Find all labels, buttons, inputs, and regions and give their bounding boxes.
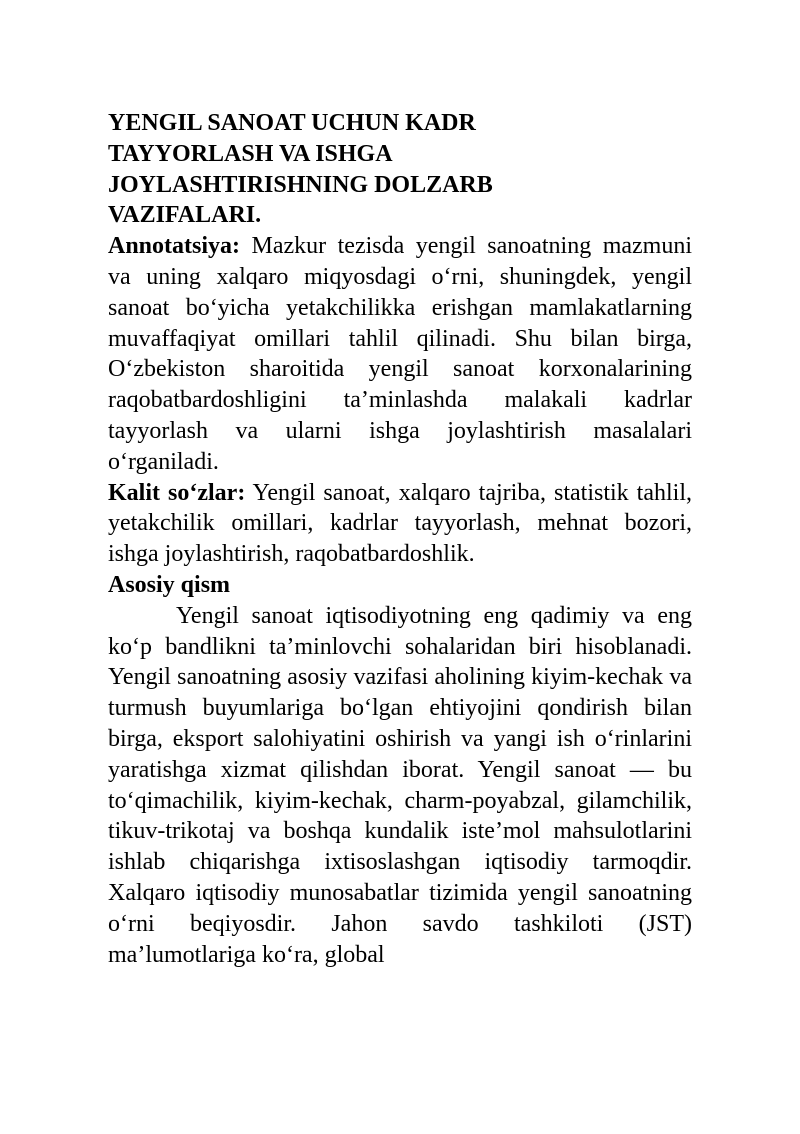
- annotation-paragraph: [108, 231, 692, 477]
- body-paragraph: Yengil sanoat iqtisodiyotning eng qadimiy va eng ko‘p bandlikni ta’minlovchi sohalaridan biri hisoblanadi. Yengil sanoatning asosiy vazifasi aholining kiyim-kechak va turmush buyumlariga bo‘lgan ehtiyojini qondirish bilan birga, eksport salohiyatini oshirish va yangi ish o‘rinlarini yaratishga xizmat qilishdan iborat. Yengil sanoat — bu to‘qimachilik, kiyim-kechak, charm-poyabzal, gilamchilik, tikuv-trikotaj va boshqa kundalik iste’mol mahsulotlarini ishlab chiqarishga ixtisoslashgan iqtisodiy tarmoqdir. Xalqaro iqtisodiy munosabatlar tizimida yengil sanoatning o‘rni beqiyosdir. Jahon savdo tashkiloti (JST) ma’lumotlariga ko‘ra, global: [108, 602, 692, 968]
- keywords-paragraph: [108, 478, 692, 570]
- document-page: [108, 108, 692, 970]
- section-heading: Asosiy qism: [108, 571, 231, 598]
- annotation-text: Mazkur tezisda yengil sanoatning mazmuni va uning xalqaro miqyosdagi o‘rni, shuningdek, yengil sanoat bo‘yicha yetakchilikka erishgan mamlakatlarning muvaffaqiyat omillari tahlil qilinadi. Shu bilan birga, O‘zbekiston sharoitida yengil sanoat korxonalarining raqobatbardoshligini ta’minlashda malakali kadrlar tayyorlash va ularni ishga joylashtirish masalalari o‘rganiladi.: [108, 233, 693, 475]
- keywords-label: Kalit so‘zlar:: [108, 479, 246, 506]
- keywords-text: Yengil sanoat, xalqaro tajriba, statistik tahlil, yetakchilik omillari, kadrlar tayyorlash, mehnat bozori, ishga joylashtirish, raqobatbardoshlik.: [108, 479, 692, 568]
- document-title: YENGIL SANOAT UCHUN KADR TAYYORLASH VA ISHGA JOYLASHTIRISHNING DOLZARB VAZIFALARI.: [108, 110, 493, 229]
- annotation-label: Annotatsiya:: [108, 233, 241, 260]
